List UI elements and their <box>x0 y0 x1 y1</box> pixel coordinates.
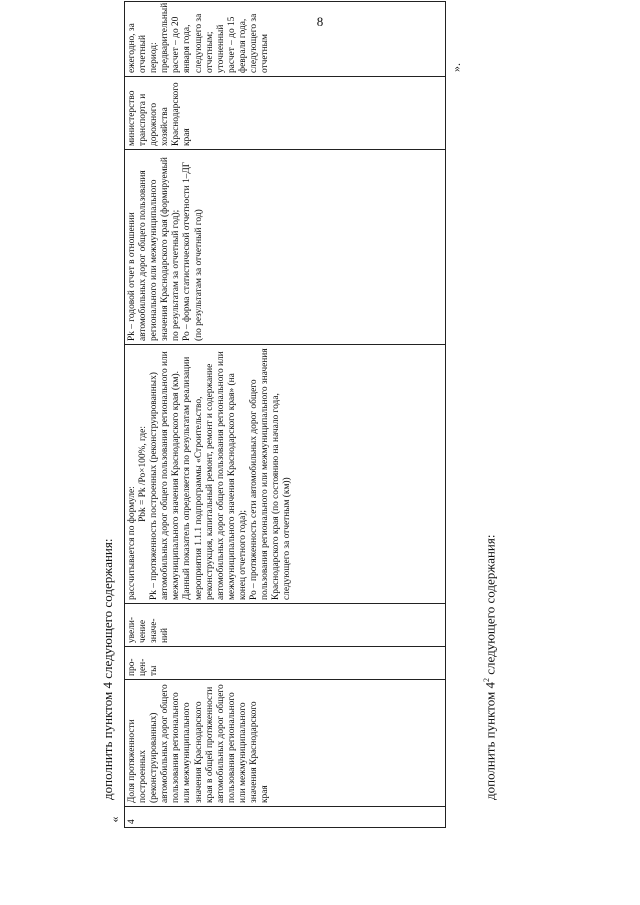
caption-bottom-superscript: 2 <box>482 678 491 683</box>
method-formula: Рbk = Рk /Ро×100%, где: <box>138 426 149 522</box>
cell-timing: ежегодно, за отчетный период: предварительный расчет – до 20 января года, следующего за отчетным; уточненный расчет – до 15 февраля года, следующего за отчетным <box>125 2 446 77</box>
section-caption-top: дополнить пунктом 4 следующего содержания: <box>100 538 115 800</box>
method-note: Данный показатель определяется по результатам реализации мероприятия 1.1.1 подпрограммы «Строительство, реконструкция, капитальный ремонт, ремонт и содержание автомобильных дорог общего пользования регионального или межмуниципального значения Краснодарского края» (на конец отчетного года); <box>182 351 248 600</box>
cell-number: 4 <box>125 807 446 828</box>
closing-quote: ». <box>449 63 463 72</box>
indicator-table-wrapper <box>124 2 446 828</box>
method-param-pk: Рk – протяженность построенных (реконструированных) автомобильных дорог общего пользования регионального или межмуниципального значения Краснодарского края (км). <box>149 351 182 600</box>
cell-indicator-name: Доля протяженности построенных (реконструированных) автомобильных дорог общего пользования регионального или межмуниципального значения Краснодарского края в общей протяженности автомобильных дорог общего пользования регионального или межмуниципального значения Краснодарского края <box>125 680 446 807</box>
method-param-po: Ро – протяженность сети автомобильных дорог общего пользования регионального или межмуниципального значения Краснодарского края (по состоянию на начало года, следующего за отчетным (км)) <box>249 348 293 600</box>
cell-data-source <box>125 150 446 345</box>
cell-unit: про-цен-ты <box>125 647 446 680</box>
cell-calculation-method <box>125 345 446 604</box>
section-caption-bottom <box>482 535 498 800</box>
caption-bottom-suffix: следующего содержания: <box>482 534 498 679</box>
method-intro: рассчитывается по формуле: <box>127 486 137 600</box>
table-row <box>125 2 446 828</box>
page-number: 8 <box>316 14 324 29</box>
source-po: Ро – форма статистической отчетности 1–ДГ (по результатам за отчетный год) <box>182 161 204 341</box>
opening-quote: « <box>107 816 122 823</box>
cell-responsible: министерство транспорта и дорожного хозяйства Краснодарского края <box>125 77 446 150</box>
indicator-table <box>124 1 446 828</box>
caption-bottom-prefix: дополнить пунктом 4 <box>482 682 498 800</box>
cell-direction: увели-чение значе-ний <box>125 604 446 647</box>
source-pk: Рk – годовой отчет в отношении автомобильных дорог общего пользования регионального или межмуниципального значения Краснодарского края (формируемый по результатам за отчетный год); <box>127 157 182 341</box>
